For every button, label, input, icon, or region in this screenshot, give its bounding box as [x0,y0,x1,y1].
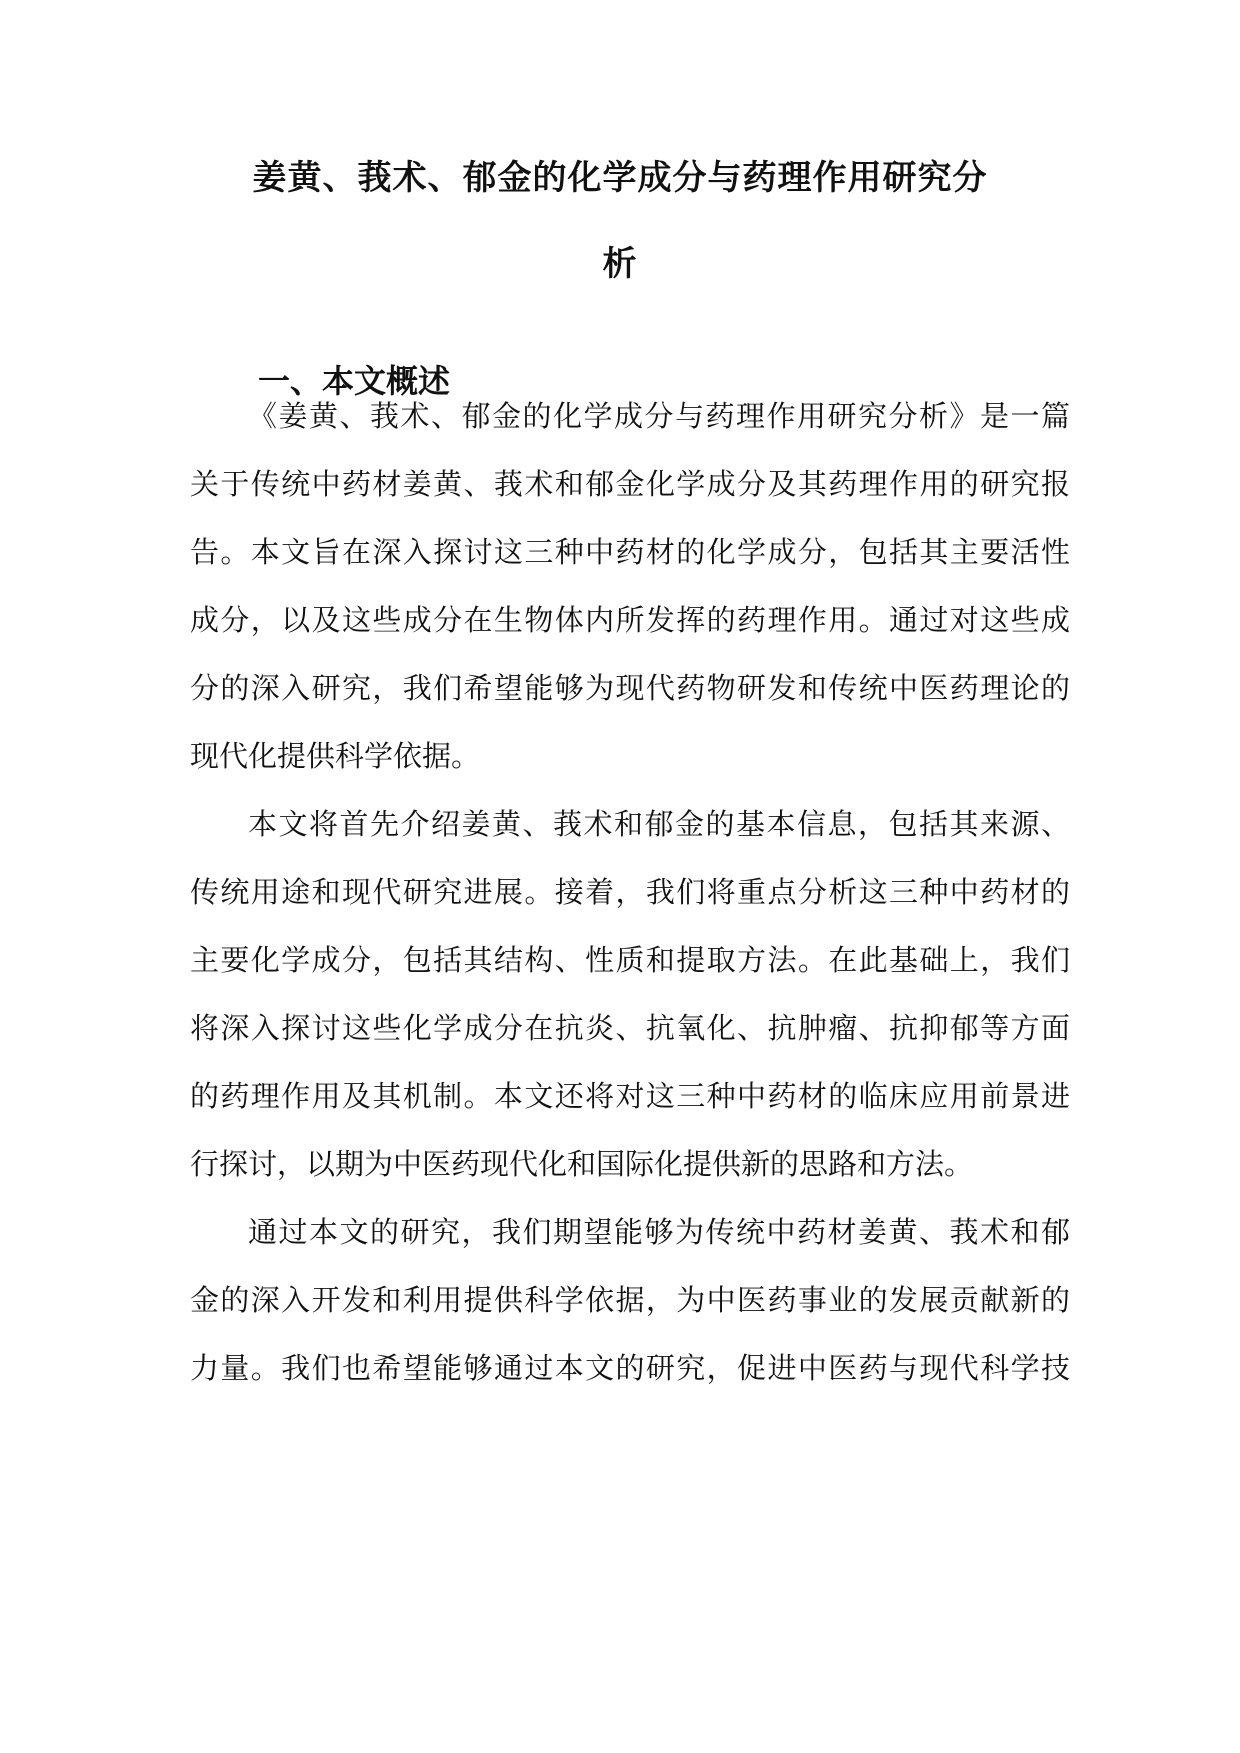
paragraph-3-line-3: 力量。我们也希望能够通过本文的研究，促进中医药与现代科学技 [190,1351,1070,1385]
paragraph-2-line-3: 主要化学成分，包括其结构、性质和提取方法。在此基础上，我们 [190,943,1070,977]
paragraph-1-line-4: 成分，以及这些成分在生物体内所发挥的药理作用。通过对这些成 [190,603,1070,637]
document-title-line-1: 姜黄、莪术、郁金的化学成分与药理作用研究分 [252,158,988,198]
document-title-line-2: 析 [602,244,638,284]
paragraph-1-line-5: 分的深入研究，我们希望能够为现代药物研发和传统中医药理论的 [190,671,1070,705]
paragraph-3-line-1: 通过本文的研究，我们期望能够为传统中药材姜黄、莪术和郁 [248,1215,1070,1249]
paragraph-1-line-3: 告。本文旨在深入探讨这三种中药材的化学成分，包括其主要活性 [190,535,1070,569]
section-heading: 一、本文概述 [258,362,451,400]
paragraph-2-line-2: 传统用途和现代研究进展。接着，我们将重点分析这三种中药材的 [190,875,1070,909]
paragraph-1-line-6: 现代化提供科学依据。 [190,739,481,773]
paragraph-2-line-1: 本文将首先介绍姜黄、莪术和郁金的基本信息，包括其来源、 [248,807,1070,841]
paragraph-1-line-1: 《姜黄、莪术、郁金的化学成分与药理作用研究分析》是一篇 [248,399,1070,433]
paragraph-2-line-5: 的药理作用及其机制。本文还将对这三种中药材的临床应用前景进 [190,1079,1070,1113]
paragraph-1-line-2: 关于传统中药材姜黄、莪术和郁金化学成分及其药理作用的研究报 [190,467,1070,501]
paragraph-2-line-6: 行探讨，以期为中医药现代化和国际化提供新的思路和方法。 [190,1147,974,1181]
paragraph-2-line-4: 将深入探讨这些化学成分在抗炎、抗氧化、抗肿瘤、抗抑郁等方面 [190,1011,1070,1045]
paragraph-3-line-2: 金的深入开发和利用提供科学依据，为中医药事业的发展贡献新的 [190,1283,1070,1317]
